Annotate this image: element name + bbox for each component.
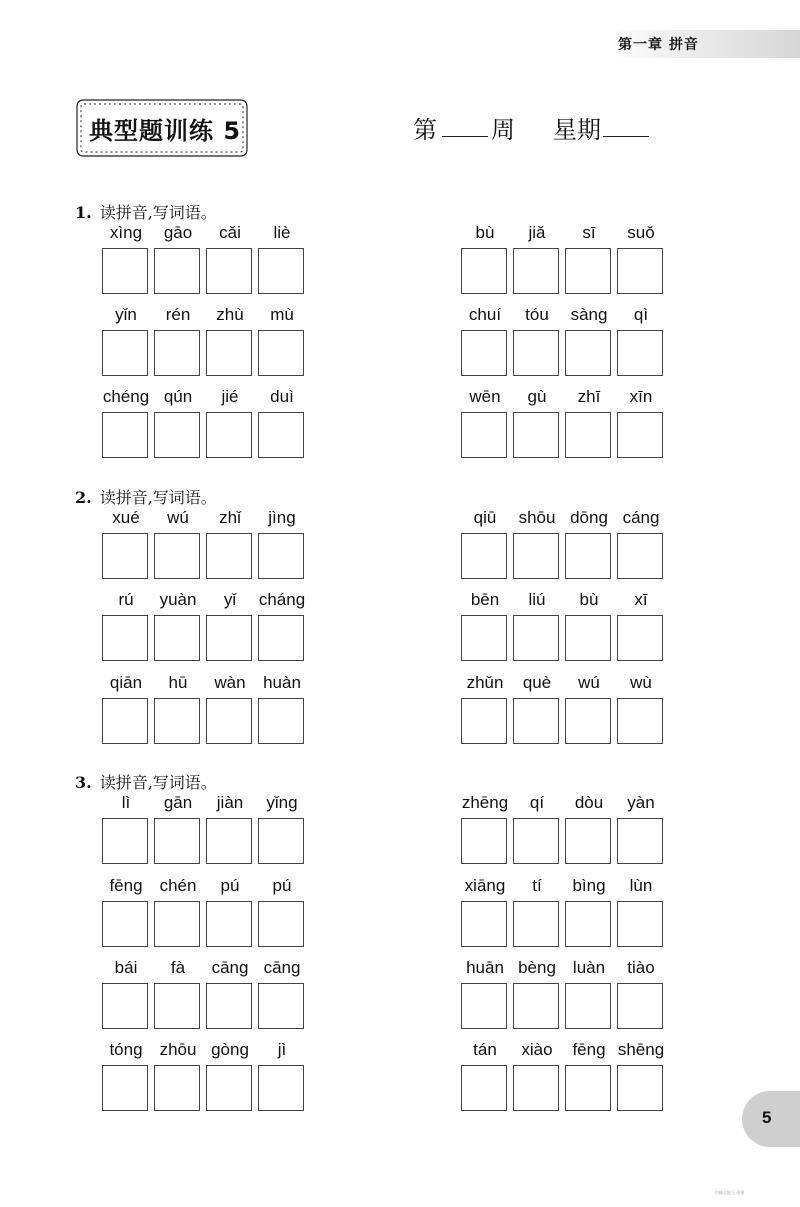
character-box[interactable] [461,983,507,1029]
pinyin-label: zhōu [159,1040,197,1059]
pinyin-label: cǎi [219,223,241,242]
pinyin-label: xī [634,590,648,609]
pinyin-label: sī [582,223,596,242]
character-box[interactable] [154,698,200,744]
pinyin-label: huàn [263,673,301,692]
pinyin-label: bēn [470,590,500,609]
pinyin-label: cāng [263,958,301,977]
character-box[interactable] [461,412,507,458]
pinyin-label: zhǐ [219,508,241,527]
pinyin-label: zhǔn [466,673,504,692]
pinyin-label: rú [118,590,134,609]
pinyin-label: yǐn [115,305,137,324]
question-1-label [75,200,217,223]
character-box[interactable] [154,983,200,1029]
pinyin-label: lì [121,793,131,812]
page-number: 5 [762,1108,772,1127]
character-box[interactable] [617,330,663,376]
pinyin-label: què [522,673,552,692]
pinyin-label: lùn [629,876,653,895]
character-box[interactable] [617,1065,663,1111]
character-box[interactable] [513,1065,559,1111]
character-box[interactable] [513,818,559,864]
pinyin-label: cāng [211,958,249,977]
character-box[interactable] [206,1065,252,1111]
pinyin-label: xìng [109,223,143,242]
character-box[interactable] [513,983,559,1029]
character-box[interactable] [617,533,663,579]
pinyin-label: jìng [268,508,296,527]
page-title: 典型题训练 5 [89,117,242,145]
character-box[interactable] [565,983,611,1029]
character-box[interactable] [565,412,611,458]
pinyin-label: qiū [473,508,497,527]
pinyin-label: wú [578,673,600,692]
pinyin-label: yàn [627,793,655,812]
pinyin-label: zhēng [461,793,509,812]
character-box[interactable] [154,533,200,579]
pinyin-label: jiàn [216,793,244,812]
question-prompt: 读拼音,写词语。 [99,203,217,222]
character-box[interactable] [258,1065,304,1111]
character-box[interactable] [461,533,507,579]
scanner-watermark: 扫描全能王 创建 [715,1190,745,1195]
pinyin-label: jì [277,1040,287,1059]
question-number: 3. [75,773,92,792]
pinyin-label: yuàn [159,590,197,609]
character-box[interactable] [617,901,663,947]
pinyin-label: fà [170,958,186,977]
question-number: 1. [75,203,92,222]
character-box[interactable] [258,248,304,294]
character-box[interactable] [617,698,663,744]
pinyin-label: cháng [258,590,306,609]
pinyin-label: chéng [102,387,150,406]
character-box[interactable] [102,901,148,947]
pinyin-label: hū [168,673,188,692]
character-box[interactable] [102,983,148,1029]
pinyin-label: gān [163,793,193,812]
character-box[interactable] [258,615,304,661]
question-prompt: 读拼音,写词语。 [99,488,217,507]
character-box[interactable] [513,615,559,661]
character-box[interactable] [617,983,663,1029]
character-box[interactable] [258,983,304,1029]
character-box[interactable] [461,1065,507,1111]
pinyin-label: qiān [109,673,143,692]
character-box[interactable] [258,901,304,947]
character-box[interactable] [102,533,148,579]
pinyin-label: huān [466,958,504,977]
pinyin-label: zhī [577,387,601,406]
character-box[interactable] [461,615,507,661]
pinyin-label: wù [630,673,652,692]
weekday-label: 星期 [553,116,601,144]
pinyin-label: gòng [211,1040,249,1059]
pinyin-label: tóu [525,305,549,324]
pinyin-label: bù [579,590,599,609]
character-box[interactable] [565,698,611,744]
character-box[interactable] [565,533,611,579]
character-box[interactable] [258,330,304,376]
character-box[interactable] [513,533,559,579]
character-box[interactable] [258,698,304,744]
character-box[interactable] [565,330,611,376]
pinyin-label: qún [163,387,193,406]
character-box[interactable] [102,1065,148,1111]
pinyin-label: xīn [629,387,653,406]
pinyin-label: yǐ [223,590,237,609]
character-box[interactable] [565,818,611,864]
character-box[interactable] [102,698,148,744]
character-box[interactable] [461,248,507,294]
week-zhou-label: 周 [491,116,515,144]
character-box[interactable] [513,412,559,458]
pinyin-label: mù [270,305,294,324]
pinyin-label: cáng [622,508,660,527]
pinyin-label: pú [272,876,292,895]
character-box[interactable] [617,818,663,864]
pinyin-label: luàn [572,958,606,977]
pinyin-label: xué [112,508,140,527]
character-box[interactable] [565,615,611,661]
title-frame [74,97,250,159]
pinyin-label: tiào [627,958,655,977]
pinyin-label: suǒ [627,223,655,242]
weekday-blank[interactable] [603,136,649,137]
pinyin-label: tán [473,1040,497,1059]
character-box[interactable] [617,412,663,458]
pinyin-label: qì [633,305,649,324]
pinyin-label: liú [528,590,546,609]
character-box[interactable] [461,330,507,376]
pinyin-label: shōu [518,508,556,527]
character-box[interactable] [154,330,200,376]
pinyin-label: xiào [521,1040,553,1059]
pinyin-label: wàn [214,673,246,692]
character-box[interactable] [617,615,663,661]
pinyin-label: dòu [574,793,604,812]
question-prompt: 读拼音,写词语。 [99,773,217,792]
pinyin-label: wú [167,508,189,527]
character-box[interactable] [513,698,559,744]
character-box[interactable] [461,901,507,947]
character-box[interactable] [102,330,148,376]
character-box[interactable] [154,818,200,864]
question-2-label [75,485,217,508]
character-box[interactable] [206,818,252,864]
character-box[interactable] [206,330,252,376]
pinyin-label: sàng [570,305,608,324]
pinyin-label: rén [165,305,191,324]
character-box[interactable] [154,901,200,947]
pinyin-label: pú [220,876,240,895]
pinyin-label: tí [532,876,542,895]
character-box[interactable] [206,698,252,744]
pinyin-label: bù [475,223,495,242]
pinyin-label: dōng [570,508,608,527]
character-box[interactable] [513,901,559,947]
character-box[interactable] [206,615,252,661]
character-box[interactable] [206,412,252,458]
character-box[interactable] [154,412,200,458]
pinyin-label: bái [114,958,138,977]
character-box[interactable] [154,248,200,294]
character-box[interactable] [102,412,148,458]
pinyin-label: duì [270,387,294,406]
question-number: 2. [75,488,92,507]
character-box[interactable] [565,901,611,947]
pinyin-label: qí [529,793,545,812]
pinyin-label: gù [527,387,547,406]
question-3-label [75,770,217,793]
pinyin-label: fēng [572,1040,606,1059]
character-box[interactable] [206,533,252,579]
character-box[interactable] [461,698,507,744]
pinyin-label: chuí [468,305,502,324]
pinyin-label: zhù [216,305,244,324]
pinyin-label: shēng [617,1040,665,1059]
character-box[interactable] [258,533,304,579]
week-number-blank[interactable] [442,136,488,137]
character-box[interactable] [565,1065,611,1111]
character-box[interactable] [102,615,148,661]
character-box[interactable] [258,412,304,458]
character-box[interactable] [206,248,252,294]
character-box[interactable] [513,248,559,294]
character-box[interactable] [461,818,507,864]
character-box[interactable] [565,248,611,294]
pinyin-label: jié [221,387,239,406]
character-box[interactable] [154,615,200,661]
pinyin-label: gāo [163,223,193,242]
pinyin-label: liè [273,223,291,242]
pinyin-label: bìng [572,876,606,895]
chapter-header: 第一章 拼音 [618,37,699,53]
character-box[interactable] [102,818,148,864]
week-di-label: 第 [413,116,437,144]
character-box[interactable] [513,330,559,376]
character-box[interactable] [102,248,148,294]
pinyin-label: tóng [109,1040,143,1059]
pinyin-label: fēng [109,876,143,895]
pinyin-label: yǐng [266,793,298,812]
pinyin-label: wēn [469,387,501,406]
character-box[interactable] [206,983,252,1029]
character-box[interactable] [154,1065,200,1111]
pinyin-label: chén [159,876,197,895]
pinyin-label: bèng [518,958,556,977]
character-box[interactable] [258,818,304,864]
character-box[interactable] [617,248,663,294]
character-box[interactable] [206,901,252,947]
pinyin-label: jiǎ [528,223,546,242]
pinyin-label: xiāng [464,876,506,895]
